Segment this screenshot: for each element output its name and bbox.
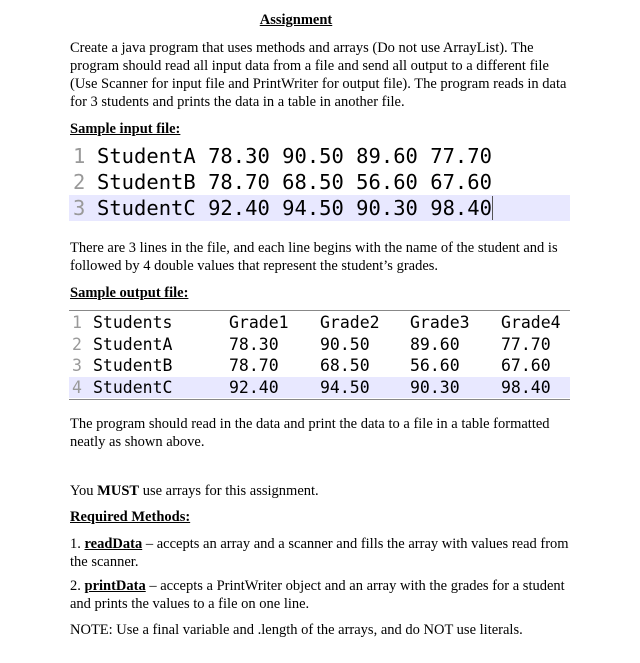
must-paragraph: [70, 482, 570, 500]
code-line-highlighted: [69, 377, 570, 399]
line-number: 3: [73, 196, 86, 220]
code-text: StudentB 78.70 68.50 56.60 67.60: [97, 170, 492, 194]
method-name: printData: [84, 578, 146, 594]
table-cell: 77.70: [501, 334, 551, 354]
required-methods-heading: Required Methods:: [70, 509, 191, 525]
must-prefix: You: [70, 483, 98, 499]
method-print-data: [70, 577, 570, 613]
table-cell: 78.30: [229, 334, 279, 354]
line-number: 4: [72, 377, 82, 397]
line-number: 3: [72, 356, 82, 375]
program-note-paragraph: The program should read in the data and print the data to a file in a table formatted neatly as shown above.: [70, 416, 550, 450]
must-suffix: use arrays for this assignment.: [139, 483, 319, 499]
header-cell: Students: [93, 313, 173, 332]
method-description: – accepts an array and a scanner and fills the array with values read from the scanner.: [70, 536, 569, 570]
code-text: StudentC 92.40 94.50 90.30 98.40: [97, 196, 492, 220]
table-cell: 90.50: [320, 334, 370, 354]
table-cell: 67.60: [501, 356, 551, 375]
line-number: 1: [73, 144, 86, 168]
code-line: [69, 143, 570, 169]
code-line-highlighted: [69, 195, 570, 221]
table-cell: 98.40: [501, 377, 551, 397]
method-description: – accepts a PrintWriter object and an array with the grades for a student and prints the values to a file on one line.: [70, 578, 565, 612]
table-cell: StudentA: [93, 334, 173, 354]
method-name: readData: [84, 536, 143, 552]
sample-output-heading: Sample output file:: [70, 285, 189, 301]
final-note-paragraph: NOTE: Use a final variable and .length of the arrays, and do NOT use literals.: [70, 622, 523, 638]
header-cell: Grade4: [501, 313, 561, 332]
code-line: [69, 312, 570, 334]
must-bold: MUST: [97, 483, 140, 499]
header-cell: Grade1: [229, 313, 289, 332]
method-number: 2.: [70, 578, 85, 594]
code-line: [69, 169, 570, 195]
sample-input-code: [69, 143, 570, 221]
code-line: [69, 355, 570, 377]
description-paragraph: There are 3 lines in the file, and each line begins with the name of the student and is followed by 4 double values that represent the student’s grades.: [70, 240, 558, 274]
code-text: StudentA 78.30 90.50 89.60 77.70: [97, 144, 492, 168]
table-cell: StudentB: [93, 356, 173, 375]
sample-output-code: [69, 310, 570, 400]
method-read-data: [70, 535, 570, 571]
table-cell: StudentC: [93, 377, 173, 397]
header-cell: Grade3: [410, 313, 470, 332]
table-cell: 89.60: [410, 334, 460, 354]
line-number: 2: [72, 334, 82, 354]
line-number: 1: [72, 313, 82, 332]
table-cell: 56.60: [410, 356, 460, 375]
table-cell: 78.70: [229, 356, 279, 375]
intro-paragraph: Create a java program that uses methods and arrays (Do not use ArrayList). The program should read all input data from a file and send all output to a different file (Use Scanner for input file and PrintWriter for output file). The program reads in data for 3 students and prints the data in a table in another file.: [70, 40, 567, 110]
sample-input-heading: Sample input file:: [70, 121, 181, 137]
document-title: Assignment: [259, 12, 333, 28]
header-cell: Grade2: [320, 313, 380, 332]
line-number: 2: [73, 170, 86, 194]
code-line: [69, 334, 570, 356]
table-cell: 90.30: [410, 377, 460, 397]
method-number: 1.: [70, 536, 85, 552]
table-cell: 94.50: [320, 377, 370, 397]
table-cell: 68.50: [320, 356, 370, 375]
table-cell: 92.40: [229, 377, 279, 397]
